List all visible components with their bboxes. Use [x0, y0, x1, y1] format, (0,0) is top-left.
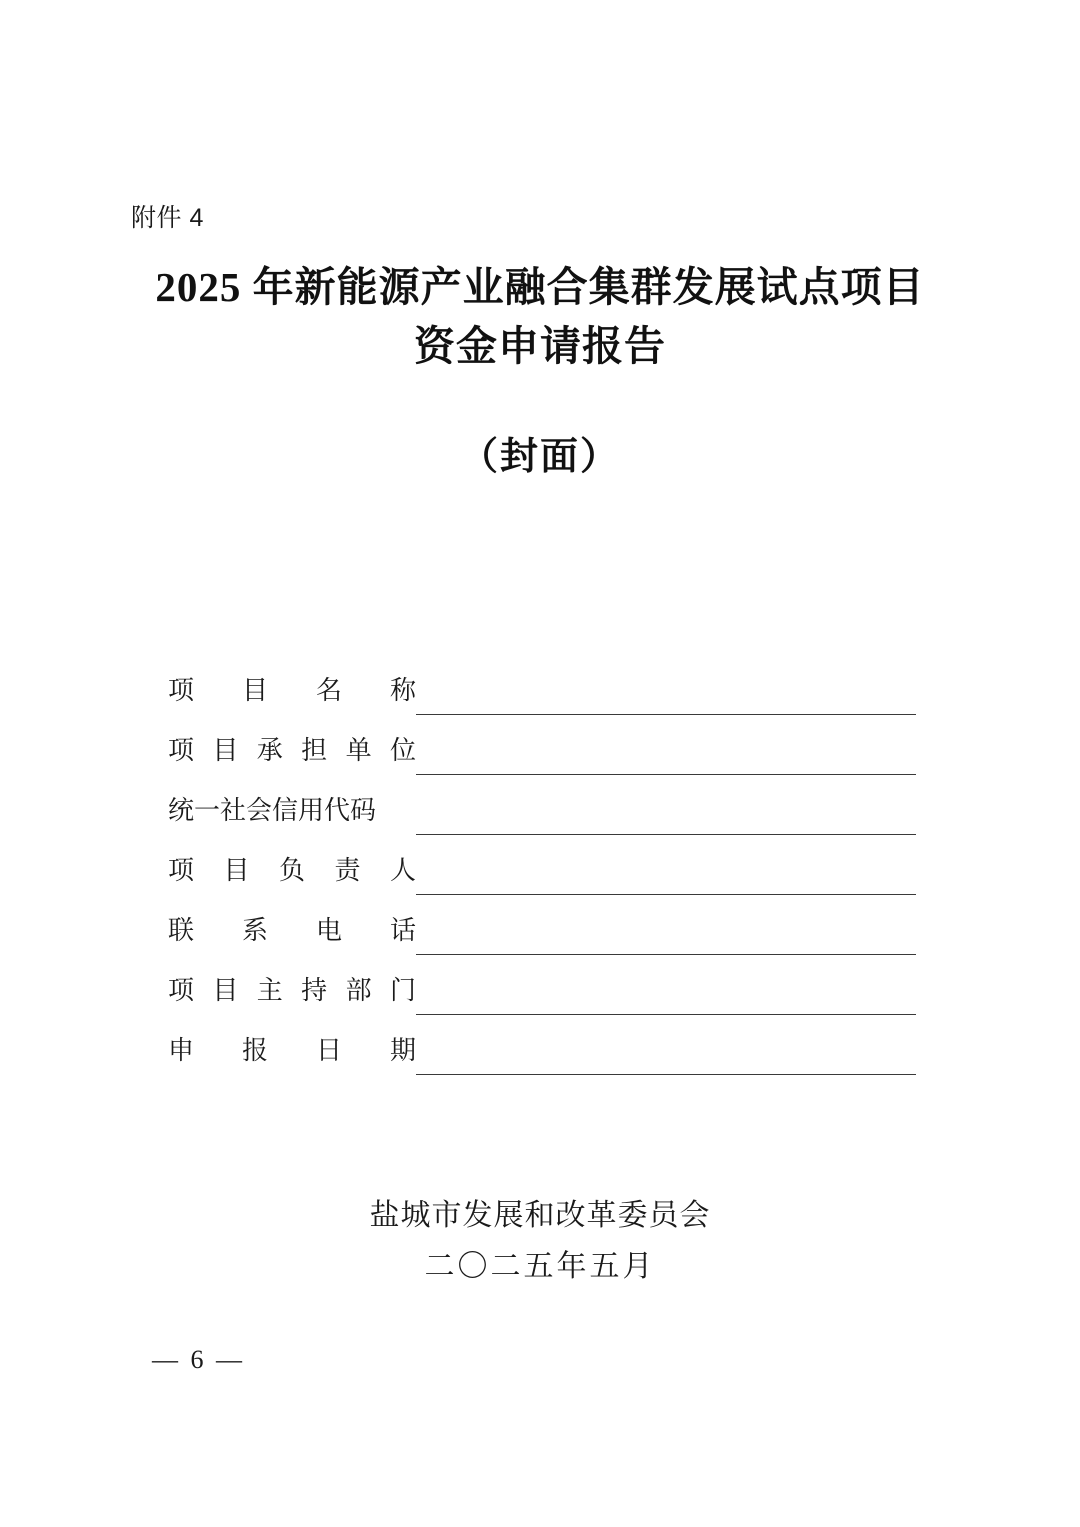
- field-input-application-date[interactable]: [416, 1032, 916, 1075]
- field-label-project-leader: 项 目 负 责 人: [168, 855, 416, 885]
- issuer-block: [0, 1190, 1080, 1292]
- field-input-host-department[interactable]: [416, 972, 916, 1015]
- field-input-credit-code[interactable]: [416, 792, 916, 835]
- field-input-project-name[interactable]: [416, 672, 916, 715]
- field-input-project-leader[interactable]: [416, 852, 916, 895]
- field-input-contact-phone[interactable]: [416, 912, 916, 955]
- field-label-project-name: 项 目 名 称: [168, 675, 416, 705]
- field-input-undertaking-unit[interactable]: [416, 732, 916, 775]
- field-row-project-name: [168, 655, 916, 715]
- field-row-project-leader: [168, 835, 916, 895]
- field-row-host-department: [168, 955, 916, 1015]
- page-number: — 6 —: [152, 1345, 245, 1374]
- cover-fields: [168, 655, 916, 1075]
- attachment-label: 附件 4: [131, 204, 204, 232]
- field-label-host-department: 项 目 主 持 部 门: [168, 975, 416, 1005]
- title-line-1: 2025 年新能源产业融合集群发展试点项目: [155, 264, 925, 310]
- document-subtitle: （封面）: [459, 436, 620, 478]
- issuer-date: 二〇二五年五月: [424, 1250, 656, 1283]
- issuer-name: 盐城市发展和改革委员会: [369, 1199, 711, 1232]
- document-title: [0, 258, 1080, 377]
- field-label-application-date: 申 报 日 期: [168, 1035, 416, 1065]
- field-label-credit-code: 统一社会信用代码: [168, 795, 377, 825]
- field-row-credit-code: [168, 775, 916, 835]
- field-row-contact-phone: [168, 895, 916, 955]
- field-row-undertaking-unit: [168, 715, 916, 775]
- field-row-application-date: [168, 1015, 916, 1075]
- field-label-contact-phone: 联 系 电 话: [168, 915, 416, 945]
- field-label-undertaking-unit: 项 目 承 担 单 位: [168, 735, 416, 765]
- title-line-2: 资金申请报告: [414, 323, 666, 370]
